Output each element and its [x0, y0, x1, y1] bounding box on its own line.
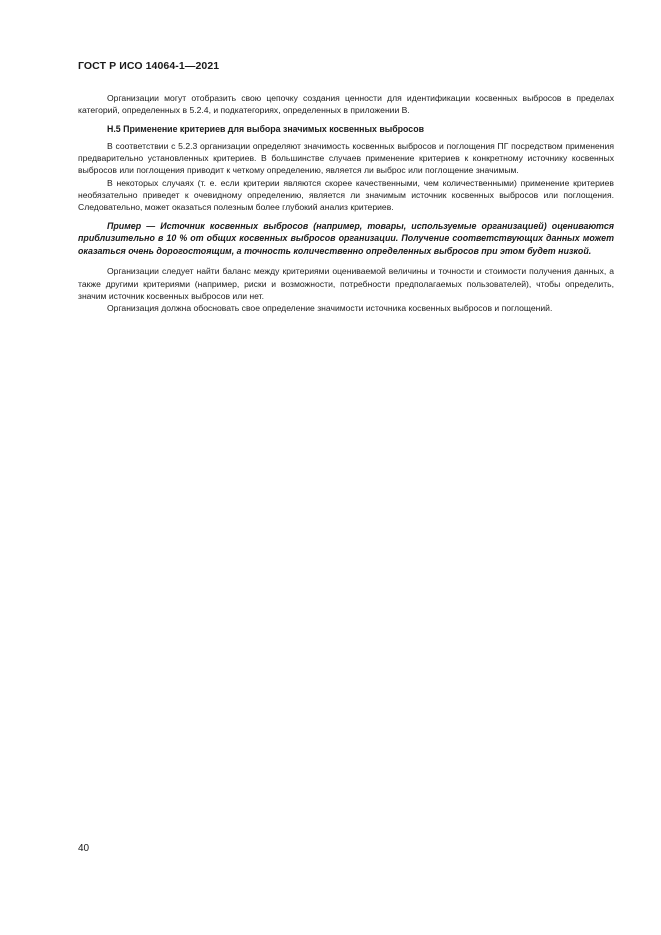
paragraph-value-chain: Организации могут отобразить свою цепочку создания ценности для идентификации косвенных выбросов в пределах категорий, определенных в 5.2.4, и подкатегориях, определенных в приложении В.	[78, 93, 614, 116]
example-note: Пример — Источник косвенных выбросов (например, товары, используемые организацией) оцениваются приблизительно в 10 % от общих косвенных выбросов организации. Получение соответствующих данных может оказаться очень дорогостоящим, а точность количественно определенных выбросов при этом будет низкой.	[78, 220, 614, 256]
page-body	[78, 92, 614, 315]
paragraph-significance-criteria: В соответствии с 5.2.3 организации определяют значимость косвенных выбросов и поглощения ПГ посредством применения предварительно установленных критериев. В большинстве случаев применение критериев к конкретному источнику косвенных выбросов или поглощения приводит к четкому определению, является ли выброс или поглощение значимым.	[78, 140, 614, 176]
section-title-h5: Н.5 Применение критериев для выбора значимых косвенных выбросов	[107, 123, 424, 134]
paragraph-justification: Организация должна обосновать свое определение значимости источника косвенных выбросов и поглощений.	[107, 303, 553, 314]
document-header: ГОСТ Р ИСО 14064-1—2021	[78, 60, 220, 72]
paragraph-balance: Организации следует найти баланс между критериями оцениваемой величины и точности и стоимости получения данных, а также другими критериями (например, риски и возможности, потребности предполагаемых пользователей), чтобы определить, значим источник косвенных выбросов или нет.	[78, 266, 614, 302]
paragraph-qualitative-criteria: В некоторых случаях (т. е. если критерии являются скорее качественными, чем количественными) применение критериев необязательно приведет к очевидному определению, является ли значимым источник косвенных выбросов или поглощения. Следовательно, может оказаться полезным более глубокий анализ критериев.	[78, 177, 614, 213]
page-number: 40	[78, 843, 90, 854]
